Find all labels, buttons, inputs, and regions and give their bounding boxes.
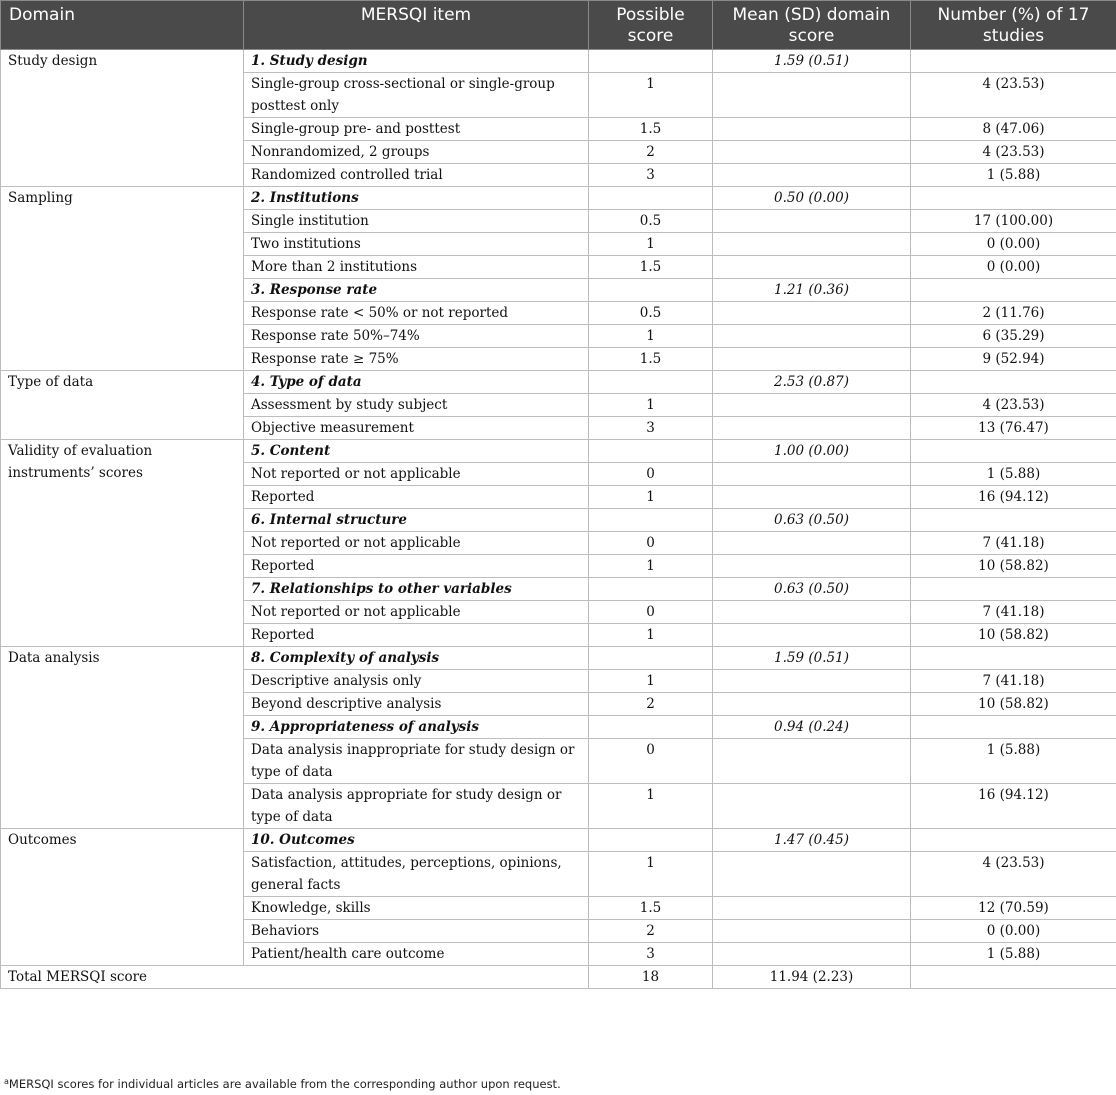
number-percent-cell: 4 (23.53) bbox=[911, 394, 1116, 417]
number-percent-cell bbox=[911, 829, 1116, 852]
mean-score-cell bbox=[713, 784, 911, 829]
possible-score-cell: 1 bbox=[589, 486, 713, 509]
possible-score-cell: 1.5 bbox=[589, 118, 713, 141]
item-cell: Descriptive analysis only bbox=[244, 670, 589, 693]
item-cell: Single-group pre- and posttest bbox=[244, 118, 589, 141]
item-cell: Response rate 50%–74% bbox=[244, 325, 589, 348]
number-percent-cell bbox=[911, 647, 1116, 670]
number-percent-cell: 1 (5.88) bbox=[911, 943, 1116, 966]
domain-cell: Data analysis bbox=[1, 647, 244, 829]
possible-score-cell: 1.5 bbox=[589, 256, 713, 279]
possible-score-cell: 2 bbox=[589, 920, 713, 943]
footnote-text: MERSQI scores for individual articles are available from the corresponding author upon request. bbox=[8, 1077, 561, 1091]
number-percent-cell: 10 (58.82) bbox=[911, 624, 1116, 647]
mean-score-cell bbox=[713, 532, 911, 555]
possible-score-cell bbox=[589, 716, 713, 739]
total-possible-cell: 18 bbox=[589, 966, 713, 989]
mean-score-cell bbox=[713, 233, 911, 256]
number-percent-cell: 2 (11.76) bbox=[911, 302, 1116, 325]
mean-score-cell: 0.94 (0.24) bbox=[713, 716, 911, 739]
item-heading-cell: 2. Institutions bbox=[244, 187, 589, 210]
mean-score-cell bbox=[713, 693, 911, 716]
total-row bbox=[1, 966, 1116, 989]
number-percent-cell: 0 (0.00) bbox=[911, 920, 1116, 943]
mean-score-cell bbox=[713, 486, 911, 509]
number-percent-cell: 9 (52.94) bbox=[911, 348, 1116, 371]
item-heading-cell: 4. Type of data bbox=[244, 371, 589, 394]
possible-score-cell: 1 bbox=[589, 394, 713, 417]
mean-score-cell: 2.53 (0.87) bbox=[713, 371, 911, 394]
item-heading-cell: 8. Complexity of analysis bbox=[244, 647, 589, 670]
number-percent-cell bbox=[911, 371, 1116, 394]
mean-score-cell: 0.63 (0.50) bbox=[713, 509, 911, 532]
possible-score-cell bbox=[589, 279, 713, 302]
mean-score-cell: 0.63 (0.50) bbox=[713, 578, 911, 601]
possible-score-cell: 0 bbox=[589, 739, 713, 784]
number-percent-cell: 13 (76.47) bbox=[911, 417, 1116, 440]
possible-score-cell bbox=[589, 509, 713, 532]
header-possible-score: Possible score bbox=[589, 1, 713, 50]
item-cell: Randomized controlled trial bbox=[244, 164, 589, 187]
number-percent-cell: 7 (41.18) bbox=[911, 670, 1116, 693]
mean-score-cell: 1.00 (0.00) bbox=[713, 440, 911, 463]
number-percent-cell bbox=[911, 279, 1116, 302]
possible-score-cell: 1 bbox=[589, 784, 713, 829]
item-heading-cell: 5. Content bbox=[244, 440, 589, 463]
mean-score-cell bbox=[713, 141, 911, 164]
table-header bbox=[1, 1, 1116, 50]
mean-score-cell bbox=[713, 164, 911, 187]
domain-cell: Sampling bbox=[1, 187, 244, 371]
number-percent-cell bbox=[911, 50, 1116, 73]
mean-score-cell bbox=[713, 943, 911, 966]
table-row-item-heading bbox=[1, 829, 1116, 852]
header-mean-sd-domain-score: Mean (SD) domain score bbox=[713, 1, 911, 50]
number-percent-cell: 7 (41.18) bbox=[911, 601, 1116, 624]
item-cell: Nonrandomized, 2 groups bbox=[244, 141, 589, 164]
number-percent-cell bbox=[911, 578, 1116, 601]
possible-score-cell: 0 bbox=[589, 532, 713, 555]
domain-cell: Outcomes bbox=[1, 829, 244, 966]
table-body bbox=[1, 50, 1116, 989]
item-cell: Not reported or not applicable bbox=[244, 532, 589, 555]
table-row-item-heading bbox=[1, 440, 1116, 463]
table-row-item-heading bbox=[1, 371, 1116, 394]
number-percent-cell: 1 (5.88) bbox=[911, 164, 1116, 187]
possible-score-cell: 3 bbox=[589, 417, 713, 440]
item-heading-cell: 10. Outcomes bbox=[244, 829, 589, 852]
table-row-item-heading bbox=[1, 187, 1116, 210]
mean-score-cell bbox=[713, 118, 911, 141]
mean-score-cell bbox=[713, 920, 911, 943]
number-percent-cell: 1 (5.88) bbox=[911, 739, 1116, 784]
mean-score-cell: 0.50 (0.00) bbox=[713, 187, 911, 210]
mean-score-cell bbox=[713, 739, 911, 784]
number-percent-cell: 4 (23.53) bbox=[911, 73, 1116, 118]
header-mersqi-item: MERSQI item bbox=[244, 1, 589, 50]
item-cell: Not reported or not applicable bbox=[244, 463, 589, 486]
number-percent-cell: 0 (0.00) bbox=[911, 233, 1116, 256]
item-cell: Patient/health care outcome bbox=[244, 943, 589, 966]
mean-score-cell: 1.21 (0.36) bbox=[713, 279, 911, 302]
total-label-cell: Total MERSQI score bbox=[1, 966, 589, 989]
possible-score-cell: 0.5 bbox=[589, 302, 713, 325]
domain-cell: Type of data bbox=[1, 371, 244, 440]
possible-score-cell: 3 bbox=[589, 943, 713, 966]
item-cell: Data analysis inappropriate for study design or type of data bbox=[244, 739, 589, 784]
number-percent-cell: 10 (58.82) bbox=[911, 693, 1116, 716]
mean-score-cell bbox=[713, 325, 911, 348]
number-percent-cell: 7 (41.18) bbox=[911, 532, 1116, 555]
possible-score-cell bbox=[589, 578, 713, 601]
number-percent-cell: 12 (70.59) bbox=[911, 897, 1116, 920]
number-percent-cell bbox=[911, 440, 1116, 463]
possible-score-cell bbox=[589, 187, 713, 210]
possible-score-cell: 1 bbox=[589, 233, 713, 256]
footnote-marker: a bbox=[4, 1077, 9, 1086]
item-cell: Reported bbox=[244, 486, 589, 509]
possible-score-cell: 1.5 bbox=[589, 348, 713, 371]
item-cell: Data analysis appropriate for study design or type of data bbox=[244, 784, 589, 829]
total-mean-cell: 11.94 (2.23) bbox=[713, 966, 911, 989]
item-cell: Knowledge, skills bbox=[244, 897, 589, 920]
footnote bbox=[4, 1077, 561, 1091]
possible-score-cell: 1.5 bbox=[589, 897, 713, 920]
item-cell: Not reported or not applicable bbox=[244, 601, 589, 624]
mean-score-cell bbox=[713, 624, 911, 647]
item-cell: Assessment by study subject bbox=[244, 394, 589, 417]
possible-score-cell bbox=[589, 440, 713, 463]
possible-score-cell bbox=[589, 50, 713, 73]
possible-score-cell: 1 bbox=[589, 670, 713, 693]
number-percent-cell: 1 (5.88) bbox=[911, 463, 1116, 486]
possible-score-cell: 0 bbox=[589, 601, 713, 624]
mean-score-cell bbox=[713, 302, 911, 325]
number-percent-cell bbox=[911, 187, 1116, 210]
mean-score-cell bbox=[713, 348, 911, 371]
number-percent-cell: 16 (94.12) bbox=[911, 784, 1116, 829]
possible-score-cell: 1 bbox=[589, 624, 713, 647]
mean-score-cell bbox=[713, 417, 911, 440]
mean-score-cell bbox=[713, 256, 911, 279]
item-cell: Reported bbox=[244, 624, 589, 647]
item-heading-cell: 1. Study design bbox=[244, 50, 589, 73]
mean-score-cell: 1.59 (0.51) bbox=[713, 50, 911, 73]
possible-score-cell: 1 bbox=[589, 852, 713, 897]
possible-score-cell bbox=[589, 371, 713, 394]
number-percent-cell: 17 (100.00) bbox=[911, 210, 1116, 233]
table-row-item-heading bbox=[1, 50, 1116, 73]
item-heading-cell: 6. Internal structure bbox=[244, 509, 589, 532]
mean-score-cell bbox=[713, 463, 911, 486]
mean-score-cell: 1.47 (0.45) bbox=[713, 829, 911, 852]
item-heading-cell: 3. Response rate bbox=[244, 279, 589, 302]
item-heading-cell: 7. Relationships to other variables bbox=[244, 578, 589, 601]
mean-score-cell bbox=[713, 601, 911, 624]
number-percent-cell bbox=[911, 509, 1116, 532]
item-heading-cell: 9. Appropriateness of analysis bbox=[244, 716, 589, 739]
possible-score-cell: 3 bbox=[589, 164, 713, 187]
mean-score-cell bbox=[713, 394, 911, 417]
item-cell: Single-group cross-sectional or single-group posttest only bbox=[244, 73, 589, 118]
possible-score-cell: 1 bbox=[589, 555, 713, 578]
mean-score-cell bbox=[713, 73, 911, 118]
number-percent-cell: 10 (58.82) bbox=[911, 555, 1116, 578]
domain-cell: Validity of evaluation instruments’ scores bbox=[1, 440, 244, 647]
number-percent-cell: 8 (47.06) bbox=[911, 118, 1116, 141]
item-cell: Beyond descriptive analysis bbox=[244, 693, 589, 716]
item-cell: Satisfaction, attitudes, perceptions, opinions, general facts bbox=[244, 852, 589, 897]
number-percent-cell: 6 (35.29) bbox=[911, 325, 1116, 348]
item-cell: Behaviors bbox=[244, 920, 589, 943]
possible-score-cell bbox=[589, 829, 713, 852]
possible-score-cell bbox=[589, 647, 713, 670]
item-cell: Response rate < 50% or not reported bbox=[244, 302, 589, 325]
possible-score-cell: 1 bbox=[589, 73, 713, 118]
header-number-percent-studies: Number (%) of 17 studies bbox=[911, 1, 1116, 50]
total-number-cell bbox=[911, 966, 1116, 989]
item-cell: Response rate ≥ 75% bbox=[244, 348, 589, 371]
possible-score-cell: 1 bbox=[589, 325, 713, 348]
table-row-item-heading bbox=[1, 647, 1116, 670]
header-row bbox=[1, 1, 1116, 50]
header-domain: Domain bbox=[1, 1, 244, 50]
item-cell: Reported bbox=[244, 555, 589, 578]
number-percent-cell: 4 (23.53) bbox=[911, 852, 1116, 897]
number-percent-cell: 0 (0.00) bbox=[911, 256, 1116, 279]
item-cell: Objective measurement bbox=[244, 417, 589, 440]
number-percent-cell: 4 (23.53) bbox=[911, 141, 1116, 164]
mean-score-cell bbox=[713, 210, 911, 233]
possible-score-cell: 0 bbox=[589, 463, 713, 486]
item-cell: More than 2 institutions bbox=[244, 256, 589, 279]
mean-score-cell bbox=[713, 555, 911, 578]
number-percent-cell: 16 (94.12) bbox=[911, 486, 1116, 509]
item-cell: Single institution bbox=[244, 210, 589, 233]
number-percent-cell bbox=[911, 716, 1116, 739]
mean-score-cell: 1.59 (0.51) bbox=[713, 647, 911, 670]
mean-score-cell bbox=[713, 670, 911, 693]
possible-score-cell: 0.5 bbox=[589, 210, 713, 233]
mean-score-cell bbox=[713, 897, 911, 920]
mean-score-cell bbox=[713, 852, 911, 897]
item-cell: Two institutions bbox=[244, 233, 589, 256]
domain-cell: Study design bbox=[1, 50, 244, 187]
possible-score-cell: 2 bbox=[589, 141, 713, 164]
possible-score-cell: 2 bbox=[589, 693, 713, 716]
